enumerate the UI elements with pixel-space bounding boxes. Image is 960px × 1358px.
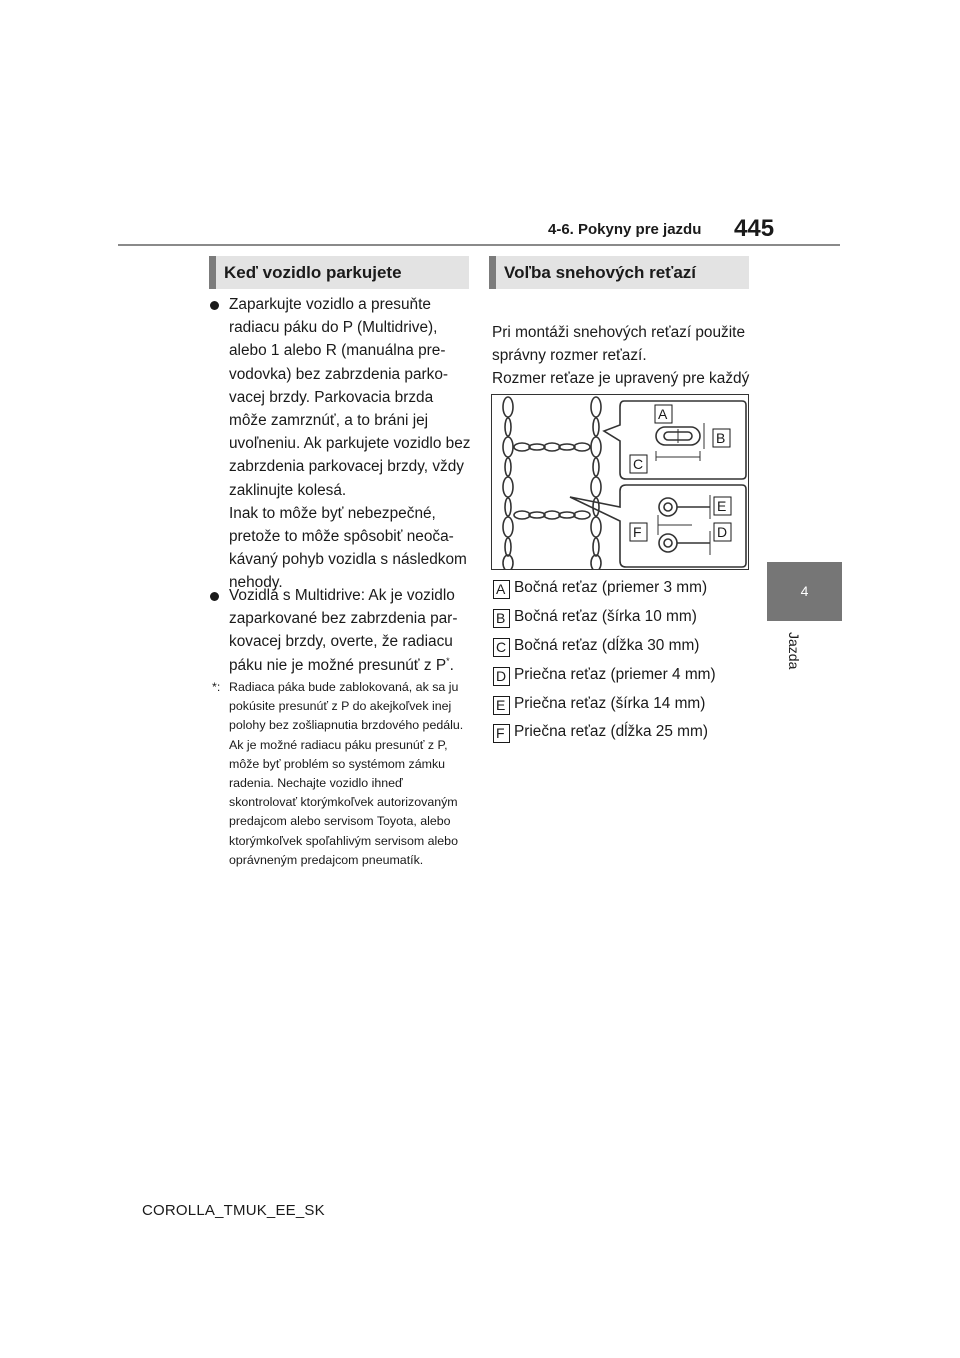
- svg-text:D: D: [717, 524, 728, 540]
- legend-text: Bočná reťaz (dĺžka 30 mm): [514, 637, 700, 654]
- svg-text:A: A: [658, 406, 668, 422]
- bullet-dot: [210, 592, 219, 601]
- legend-key: D: [493, 667, 510, 686]
- footnote-mark: *:: [212, 680, 221, 694]
- legend-key: E: [493, 696, 510, 715]
- chapter-name: Jazda: [786, 632, 802, 670]
- figure-label-a: [655, 405, 672, 423]
- figure-label-b: [713, 429, 730, 447]
- cross-chain-upper: [514, 443, 590, 451]
- figure-label-d: [714, 523, 731, 541]
- section-heading: 4-6. Pokyny pre jazdu: [548, 221, 702, 238]
- svg-text:C: C: [633, 456, 644, 472]
- figure-label-f: [630, 523, 647, 541]
- intro-line-2: Rozmer reťaze je upravený pre každý: [492, 370, 750, 388]
- footnote: [212, 678, 470, 870]
- bullet-parking-text: Zaparkujte vozidlo a presuňte radiacu páku do P (Multidrive), alebo 1 alebo R (manuálna prevodovka) bez zabrzdenia parkovacej brzdy. Parkovacia brzda môže zamrznúť, a to bráni jej uvoľneniu. Ak parkujete vozidlo bez zabrzdenia parkovacej brzdy, vždy zaklinujte kolesá.: [229, 296, 471, 499]
- footnote-text: Radiaca páka bude zablokovaná, ak sa ju pokúsite presunúť z P do akejkoľvek inej polohy bez zošliapnutia brzdového pedálu. Ak je možné radiacu páku presunúť z P, môže byť problém so systémom zámku radenia. Nechajte vozidlo ihneď skontrolovať ktorýmkoľvek autorizovaným predajcom alebo servisom Toyota, alebo ktorýmkoľvek spoľahlivým servisom alebo oprávneným predajcom pneumatík.: [229, 680, 464, 867]
- bullet-multidrive-text: Vozidlá s Multidrive: Ak je vozidlo zaparkované bez zabrzdenia parkovacej brzdy, overte, že radiacu páku nie je možné presunúť z P*.: [229, 587, 458, 674]
- bullet-parking-warning: Inak to môže byť nebezpečné, pretože to môže spôsobiť neočakávaný pohyb vozidla s následkom nehody.: [229, 504, 467, 592]
- bullet-dot: [210, 301, 219, 310]
- header-rule: [118, 244, 840, 246]
- svg-text:B: B: [716, 430, 726, 446]
- section-title-snow-chains: Voľba snehových reťazí: [489, 256, 749, 289]
- legend-text: Bočná reťaz (priemer 3 mm): [514, 579, 708, 596]
- chain-diagram: [492, 395, 748, 569]
- legend-text: Bočná reťaz (šírka 10 mm): [514, 608, 697, 625]
- snow-chain-illustration: [491, 394, 749, 570]
- page-number: 445: [734, 215, 775, 242]
- legend-key: A: [493, 580, 510, 599]
- document-code: COROLLA_TMUK_EE_SK: [142, 1202, 325, 1219]
- figure-label-c: [630, 455, 647, 473]
- legend-key: F: [493, 724, 510, 743]
- bullet-multidrive: [210, 584, 472, 677]
- svg-text:E: E: [717, 498, 727, 514]
- legend-key: C: [493, 638, 510, 657]
- legend-key: B: [493, 609, 510, 628]
- chapter-number: 4: [800, 583, 809, 599]
- side-chain-right: [591, 397, 601, 569]
- side-chain-left: [503, 397, 513, 569]
- cross-chain-lower: [514, 511, 590, 519]
- bullet-parking: [210, 293, 472, 595]
- svg-text:F: F: [633, 524, 642, 540]
- intro-line-1: Pri montáži snehových reťazí použite správny rozmer reťazí.: [492, 324, 745, 365]
- legend-text: Priečna reťaz (šírka 14 mm): [514, 695, 706, 712]
- section-title-parking: Keď vozidlo parkujete: [209, 256, 469, 289]
- legend-text: Priečna reťaz (dĺžka 25 mm): [514, 723, 708, 740]
- legend-text: Priečna reťaz (priemer 4 mm): [514, 666, 716, 683]
- figure-label-e: [714, 497, 731, 515]
